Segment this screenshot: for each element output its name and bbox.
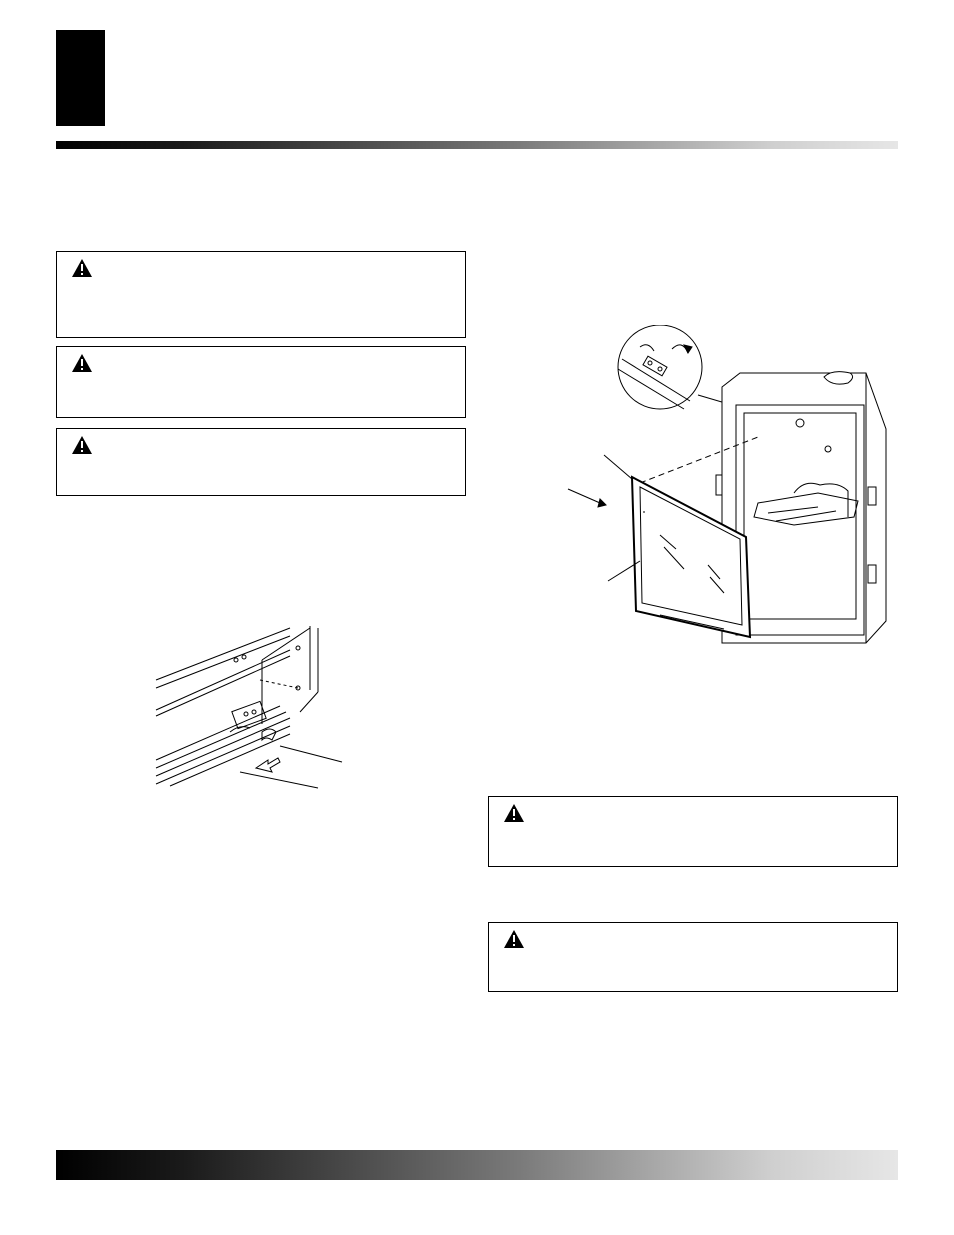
warning-box-4 bbox=[488, 796, 898, 867]
footer-bar bbox=[56, 1150, 898, 1180]
fireplace-glass-door-diagram bbox=[560, 325, 900, 665]
glass-door-figure bbox=[560, 325, 900, 665]
warning-triangle-icon bbox=[71, 353, 93, 373]
warning-triangle-icon bbox=[71, 258, 93, 278]
warning-triangle-icon bbox=[71, 435, 93, 455]
warning-box-2 bbox=[56, 346, 466, 418]
warning-triangle-icon bbox=[503, 803, 525, 823]
section-tab bbox=[56, 30, 105, 126]
burner-bracket-figure bbox=[150, 620, 350, 790]
warning-triangle-icon bbox=[503, 929, 525, 949]
warning-box-5 bbox=[488, 922, 898, 992]
header-rule bbox=[56, 141, 898, 149]
burner-tray-bracket-diagram bbox=[150, 620, 350, 790]
warning-box-3 bbox=[56, 428, 466, 496]
warning-box-1 bbox=[56, 251, 466, 338]
